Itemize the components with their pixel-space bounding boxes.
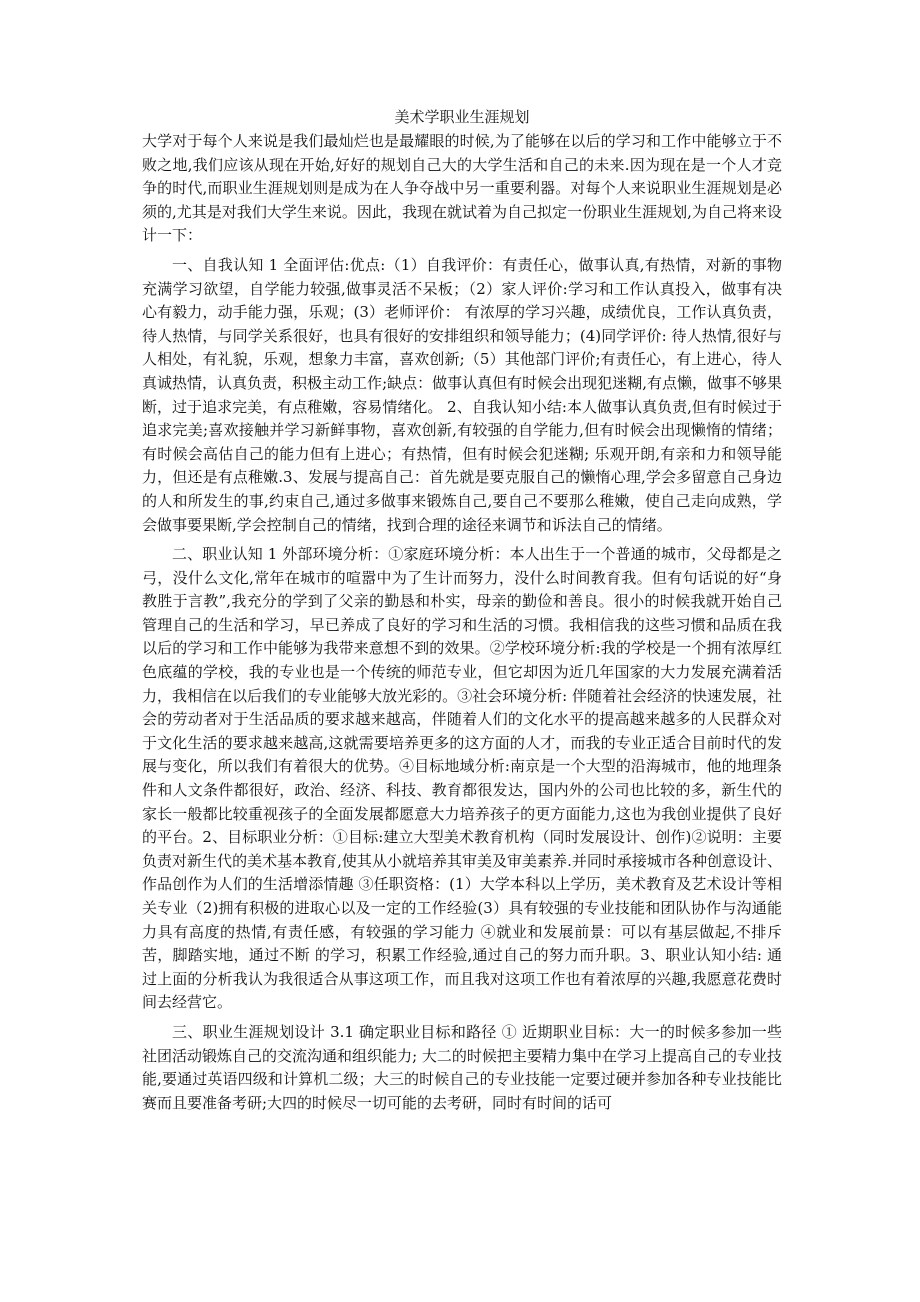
self-awareness-paragraph: 一、自我认知 1 全面评估:优点:（1）自我评价：有责任心，做事认真,有热情，对新的事物充满学习欲望，自学能力较强,做事灵活不呆板；（2）家人评价:学习和工作认真投入，做事有决心有毅力，动手能力强，乐观；(3）老师评价： 有浓厚的学习兴趣，成绩优良，工作认真负责，待人热情，与同学关系很好，也具有很好的安排组织和领导能力；(4)同学评价: 待人热情,很好与人相处，有礼貌，乐观，想象力丰富，喜欢创新;（5）其他部门评价;有责任心，有上进心，待人真诚热情，认真负责，积极主动工作;缺点：做事认真但有时候会出现犯迷糊,有点懒，做事不够果断，过于追求完美，有点稚嫩，容易情绪化。 2、自我认知小结:本人做事认真负责,但有时候过于追求完美;喜欢接触并学习新鲜事物，喜欢创新,有较强的自学能力,但有时候会出现懒惰的情绪；有时候会高估自己的能力但有上进心；有热情，但有时候会犯迷糊; 乐观开朗,有亲和力和领导能力，但还是有点稚嫩.3、发展与提高自己：首先就是要克服自己的懒惰心理,学会多留意自己身边的人和所发生的事,约束自己,通过多做事来锻炼自己,要自己不要那么稚嫩，使自己走向成熟，学会做事要果断,学会控制自己的情绪，找到合理的途径来调节和诉法自己的情绪。 <box>142 255 782 534</box>
document-title: 美术学职业生涯规划 <box>394 108 530 126</box>
intro-paragraph: 大学对于每个人来说是我们最灿烂也是最耀眼的时候,为了能够在以后的学习和工作中能够立于不败之地,我们应该从现在开始,好好的规划自己大的大学生活和自己的未来.因为现在是一个人才竞争的时代,而职业生涯规划则是成为在人争夺战中另一重要利器。对每个人来说职业生涯规划是必须的,尤其是对我们大学生来说。因此，我现在就试着为自己拟定一份职业生涯规划,为自己将来设计一下： <box>142 132 782 245</box>
career-plan-paragraph: 三、职业生涯规划设计 3.1 确定职业目标和路径 ① 近期职业目标：大一的时候多参加一些社团活动锻炼自己的交流沟通和组织能力; 大二的时候把主要精力集中在学习上提高自己的专业技能,要通过英语四级和计算机二级；大三的时候自己的专业技能一定要过硬并参加各种专业技能比赛而且要准备考研;大四的时候尽一切可能的去考研，同时有时间的话可 <box>142 1022 782 1112</box>
document-page <box>142 106 782 1121</box>
career-awareness-paragraph: 二、职业认知 1 外部环境分析：①家庭环境分析：本人出生于一个普通的城市，父母都是之弓，没什么文化,常年在城市的喧嚣中为了生计而努力，没什么时间教育我。但有句话说的好“身教胜于言教”,我充分的学到了父亲的勤恳和朴实，母亲的勤俭和善良。很小的时候我就开始自己管理自己的生活和学习，早已养成了良好的学习和生活的习惯。我相信我的这些习惯和品质在我以后的学习和工作中能够为我带来意想不到的效果。②学校环境分析:我的学校是一个拥有浓厚红色底蕴的学校，我的专业也是一个传统的师范专业，但它却因为近几年国家的大力发展充满着活力，我相信在以后我们的专业能够大放光彩的。③社会环境分析: 伴随着社会经济的快速发展，社会的劳动者对于生活品质的要求越来越高，伴随着人们的文化水平的提高越来越多的人民群众对于文化生活的要求越来越高,这就需要培养更多的这方面的人才，而我的专业正适合目前时代的发展与变化，所以我们有着很大的优势。④目标地域分析:南京是一个大型的沿海城市，他的地理条件和人文条件都很好，政治、经济、科技、教育都很发达，国内外的公司也比较的多，新生代的家长一般都比较重视孩子的全面发展都愿意大力培养孩子的更方面能力,这也为我创业提供了良好的平台。2、目标职业分析：①目标:建立大型美术教育机构（同时发展设计、创作)②说明：主要负责对新生代的美术基本教育,使其从小就培养其审美及审美素养.并同时承接城市各种创意设计、作品创作为人们的生活增添情趣 ③任职资格：(1）大学本科以上学历，美术教育及艺术设计等相关专业（2)拥有积极的进取心以及一定的工作经验(3）具有较强的专业技能和团队协作与沟通能力具有高度的热情,有责任感，有较强的学习能力 ④就业和发展前景：可以有基层做起,不排斥苦，脚踏实地，通过不断 的学习，积累工作经验,通过自己的努力而升职。3、职业认知小结: 通过上面的分析我认为我很适合从事这项工作，而且我对这项工作也有着浓厚的兴趣,我愿意花费时间去经营它。 <box>142 545 782 1012</box>
